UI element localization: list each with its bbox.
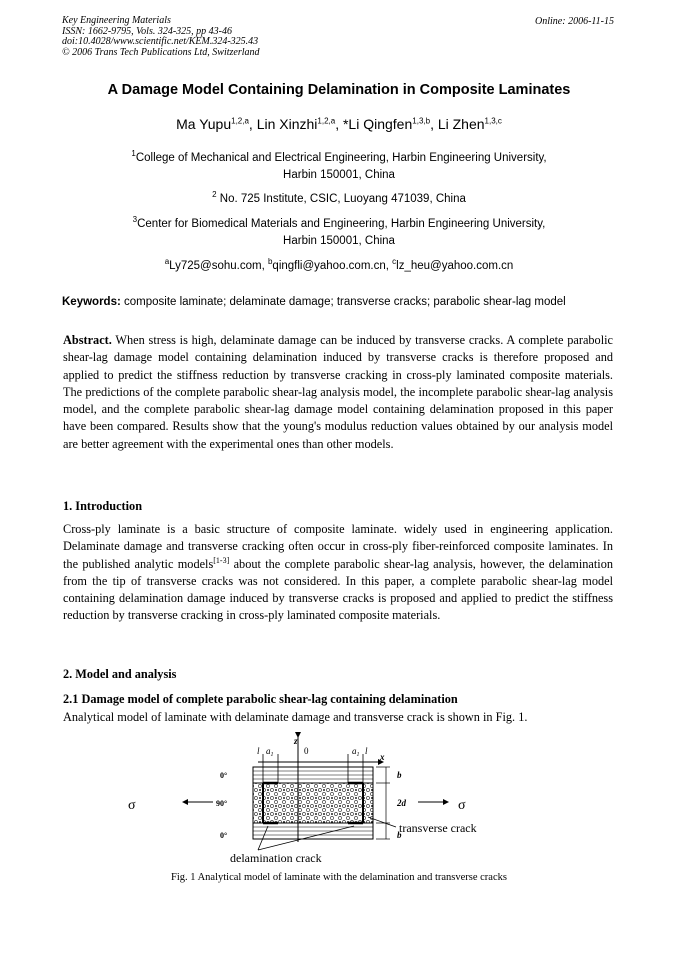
l-left-label: l [257,746,260,756]
origin-label: 0 [304,746,309,756]
figure-1-diagram [118,732,538,867]
ply-top-label: 0° [220,771,228,780]
author-1: Ma Yupu [176,116,232,132]
section-1-text: Cross-ply laminate is a basic structure of composite laminate. widely used in engineering application. Delaminate damage and transverse cracking often occur in cross-ply fiber-reinforced composite laminates. In the published analytic models [63,522,613,571]
keywords [62,296,622,308]
ply-bot-label: 0° [220,831,228,840]
email-c[interactable]: lz_heu@yahoo.com.cn [396,260,514,272]
transverse-crack-label: transverse crack [399,821,477,835]
author-3: *Li Qingfen [342,116,413,132]
author-2: Lin Xinzhi [256,116,318,132]
keywords-label: Keywords: [62,296,121,308]
author-4: Li Zhen [437,116,485,132]
author-sep: , [248,116,257,132]
middle-ply [253,783,373,823]
ply-mid-label: 90° [216,799,228,808]
abstract [63,332,613,453]
abstract-text: When stress is high, delaminate damage can be induced by transverse cracks. A complete parabolic shear-lag damage model containing delamination induced by transverse cracks is therefore proposed and applied to predict the stiffness reduction by transverse cracking in cross-ply laminated composite materials. The predictions of the complete parabolic shear-lag analysis model, the incomplete parabolic shear-lag analysis model, and the complete parabolic shear-lag damage model containing delamination proposed in this paper have been compared. Results show that the young's modulus reduction values obtained by our analysis model are better agreement with the experimental ones than other models. [63,333,613,451]
section-2-text: Analytical model of laminate with delaminate damage and transverse crack is shown in Fig. 1. [63,710,528,724]
copyright-line: © 2006 Trans Tech Publications Ltd, Switzerland [62,46,260,58]
delamination-crack-label: delamination crack [230,851,322,865]
email-b[interactable]: qingfli@yahoo.com.cn, [272,260,393,272]
b-top-label: b [397,770,402,780]
a1-right-label: $a_1$ [352,746,360,758]
author-3-sup: 1,3,b [412,116,431,126]
affiliation-3-line1: Center for Biomedical Materials and Engineering, Harbin Engineering University, [137,218,546,230]
affiliation-1-line1: College of Mechanical and Electrical Engineering, Harbin Engineering University, [135,152,547,164]
affiliation-1-sup: 1 [131,149,136,159]
affiliation-2 [0,191,678,208]
two-d-label: 2d [397,798,406,808]
a1-left-label: $a_1$ [266,746,274,758]
abstract-label: Abstract. [63,333,112,347]
section-1-body [63,521,613,625]
affiliation-3-sup: 3 [132,215,138,225]
affiliation-1-line2: Harbin 150001, China [283,169,395,181]
doi-line: doi:10.4028/www.scientific.net/KEM.324-325.43 [62,36,259,47]
b-bot-label: b [397,830,402,840]
affiliation-1 [0,150,678,184]
author-sep: , [335,116,343,132]
author-1-sup: 1,2,a [231,116,249,126]
z-axis-label: z [294,736,298,746]
journal-header [62,16,260,58]
figure-1-caption: Fig. 1 Analytical model of laminate with the delamination and transverse cracks [171,872,507,883]
author-list [0,116,678,132]
section-2-heading: 2. Model and analysis [63,667,177,681]
section-1-heading: 1. Introduction [63,499,143,513]
affiliation-3 [0,216,678,250]
citation-ref[interactable]: [1-3] [213,555,230,565]
paper-title: A Damage Model Containing Delamination in Composite Laminates [107,82,571,98]
email-a-sup: a [164,257,170,267]
keywords-text: composite laminate; delaminate damage; transverse cracks; parabolic shear-lag model [120,296,566,308]
affiliation-2-line1: No. 725 Institute, CSIC, Luoyang 471039, China [216,193,466,205]
email-a[interactable]: Ly725@sohu.com, [169,260,268,272]
sigma-left-label: σ [128,798,136,813]
journal-name: Key Engineering Materials [62,15,171,26]
online-date: Online: 2006-11-15 [535,16,614,27]
affiliation-3-line2: Harbin 150001, China [283,235,395,247]
sigma-right-label: σ [458,798,466,813]
l-right-label: l [365,746,368,756]
email-b-sup: b [267,257,273,267]
section-1-text-cont: about the complete parabolic shear-lag analysis, however, the delamination from the tip of transverse cracks was not considered. In this paper, a complete parabolic shear-lag model containing delamination damage induced by transverse cracks is proposed and applied to predict the stiffness reduction by transverse cracking in cross-ply laminated composite materials. [63,556,613,623]
affiliation-2-sup: 2 [212,190,217,200]
author-2-sup: 1,2,a [317,116,336,126]
x-axis-label: x [380,752,385,762]
author-4-sup: 1,3,c [484,116,502,126]
subsection-2-1-heading: 2.1 Damage model of complete parabolic shear-lag containing delamination [63,692,458,706]
author-sep: , [430,116,438,132]
issn-line: ISSN: 1662-9795, Vols. 324-325, pp 43-46 [62,25,232,37]
email-list [0,258,678,275]
email-c-sup: c [392,257,397,267]
